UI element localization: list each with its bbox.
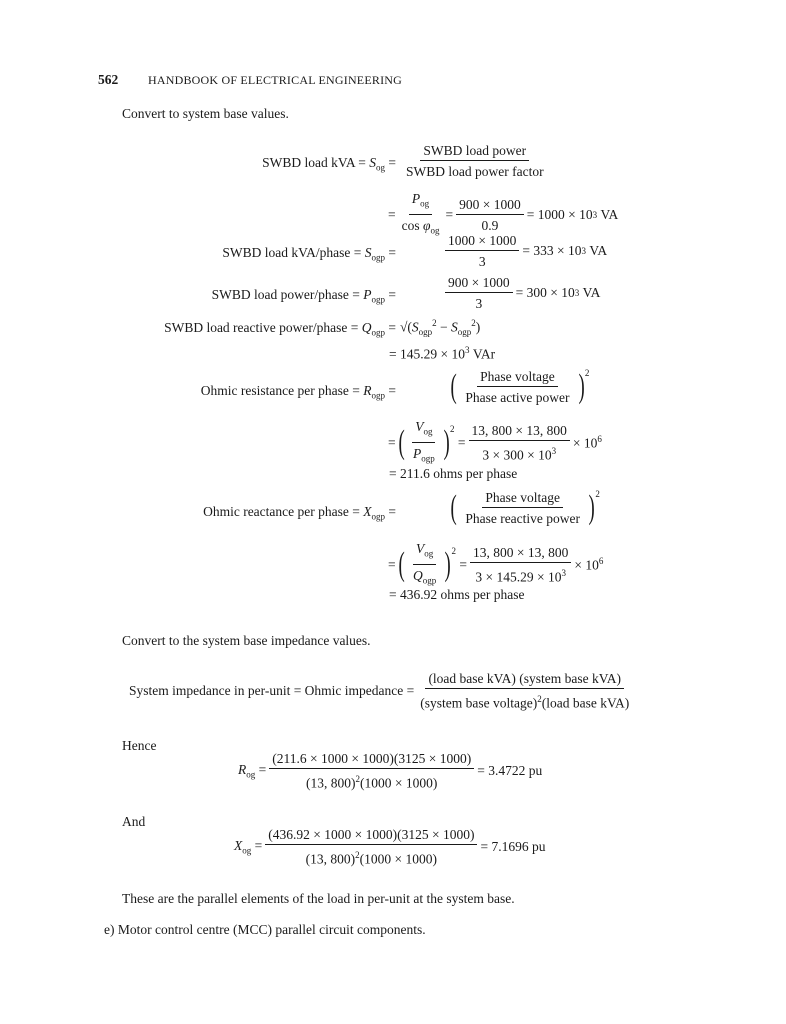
- power-label: SWBD load power/phase = $P_{ogp}$ =: [211, 287, 396, 305]
- xog-equation: $X_{og}$ = $\frac{(436.92 \times 1000 \times 1000)(3125 \times 1000)}{(13, 800)^2(1000 \times 1000)}$ = 7.1696 pu: [234, 827, 546, 867]
- phase-fraction: $\frac{1000 \times 1000}{3}$ = 333 × 10 3 VA: [442, 232, 607, 270]
- kva-label: SWBD load kVA = $S_{og}$ =: [262, 155, 396, 173]
- item-e-text: e) Motor control centre (MCC) parallel circuit components.: [104, 922, 426, 937]
- kva-fraction: $\frac{\text{SWBD load power}}{\text{SWBD load power factor}}$: [406, 143, 544, 179]
- resistance-calc: = ( $\frac{V_{og}}{P_{ogp}}$ ) 2 = $\frac{13, 800 \times 13, 800}{3 \times 300 \times 10^3}$ × $10^6$: [388, 419, 602, 464]
- resistance-fraction: ( $\frac{\text{Phase voltage}}{\text{Phase active power}}$ ) 2: [450, 368, 590, 405]
- page-number: 562: [98, 72, 119, 87]
- system-impedance-equation: System impedance in per-unit = Ohmic impedance = $\frac{\text{(load base kVA) (system base kVA)}}{(system base voltage)^2(load base kVA)}$: [129, 671, 630, 711]
- reactance-fraction: ( $\frac{\text{Phase voltage}}{\text{Phase reactive power}}$ ) 2: [450, 489, 600, 526]
- reactance-value: = 436.92 ohms per phase: [389, 587, 525, 602]
- phase-label: SWBD load kVA/phase = $S_{ogp}$ =: [222, 245, 396, 263]
- intro-text: Convert to system base values.: [122, 106, 289, 121]
- resistance-label: Ohmic resistance per phase = $R_{ogp}$ =: [200, 383, 396, 401]
- pf-equation: = $\frac{P_{og}}{\cos \varphi_{og}}$ = $\frac{900 \times 1000}{0.9}$ = 1000 × 10 3 VA: [388, 191, 619, 236]
- reactance-label: Ohmic reactance per phase = $X_{ogp}$ =: [203, 504, 396, 522]
- reactive-label: SWBD load reactive power/phase = $Q_{ogp}$ =: [164, 320, 396, 338]
- hence-text: Hence: [122, 738, 157, 753]
- running-title: HANDBOOK OF ELECTRICAL ENGINEERING: [148, 73, 403, 87]
- and-text: And: [122, 814, 146, 829]
- conclusion-text: These are the parallel elements of the load in per-unit at the system base.: [122, 891, 515, 906]
- convert-impedance-text: Convert to the system base impedance values.: [122, 633, 371, 648]
- reactive-value: = $145.29 \times 10^3$ VAr: [389, 345, 496, 362]
- resistance-value: = 211.6 ohms per phase: [389, 466, 518, 481]
- power-fraction: $\frac{900 \times 1000}{3}$ = 300 × 10 3 VA: [442, 274, 600, 312]
- reactive-formula: $√(S_{ogp}^2 - S_{ogp}^2)$: [400, 318, 481, 338]
- reactance-calc: = ( $\frac{V_{og}}{Q_{ogp}}$ ) 2 = $\frac{13, 800 \times 13, 800}{3 \times 145.29 \times 10^3}$ × $10^6$: [388, 541, 604, 586]
- rog-equation: $R_{og}$ = $\frac{(211.6 \times 1000 \times 1000)(3125 \times 1000)}{(13, 800)^2(1000 \times 1000)}$ = 3.4722 pu: [238, 751, 543, 791]
